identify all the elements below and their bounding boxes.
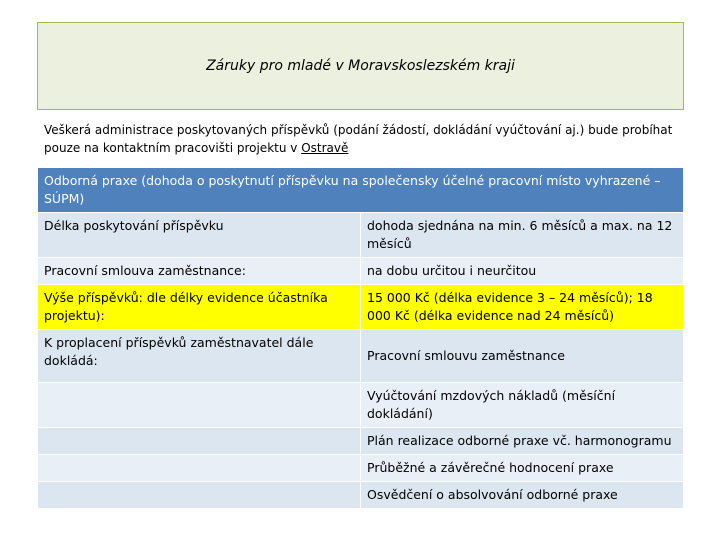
row-label: Délka poskytování příspěvku: [38, 213, 361, 258]
row-label: [38, 428, 361, 455]
table-row: [38, 455, 684, 482]
row-value: Plán realizace odborné praxe vč. harmonogramu: [361, 428, 684, 455]
admin-note-place: Ostravě: [301, 141, 349, 155]
row-value: 15 000 Kč (délka evidence 3 – 24 měsíců); 18 000 Kč (délka evidence nad 24 měsíců): [361, 285, 684, 330]
table-row: [38, 330, 684, 383]
table-row: [38, 383, 684, 428]
table-row: [38, 213, 684, 258]
admin-note-text: Veškerá administrace poskytovaných příspěvků (podání žádostí, dokládání vyúčtování aj.) bude probíhat pouze na kontaktním pracovišti projektu v: [44, 123, 673, 155]
row-value: Vyúčtování mzdových nákladů (měsíční dokládání): [361, 383, 684, 428]
row-label: [38, 383, 361, 428]
title-box: [37, 22, 684, 110]
admin-note: [44, 121, 694, 157]
row-value: dohoda sjednána na min. 6 měsíců a max. na 12 měsíců: [361, 213, 684, 258]
table-row: [38, 482, 684, 509]
row-label: Pracovní smlouva zaměstnance:: [38, 258, 361, 285]
row-label: Výše příspěvků: dle délky evidence účastníka projektu):: [38, 285, 361, 330]
row-value: Pracovní smlouvu zaměstnance: [361, 330, 684, 383]
table-row: [38, 258, 684, 285]
info-table: [37, 167, 684, 509]
row-label: [38, 482, 361, 509]
table-row: [38, 285, 684, 330]
page-title: Záruky pro mladé v Moravskoslezském kraji: [206, 58, 515, 74]
table-row: [38, 428, 684, 455]
row-value: Osvědčení o absolvování odborné praxe: [361, 482, 684, 509]
row-value: na dobu určitou i neurčitou: [361, 258, 684, 285]
table-header-row: [38, 168, 684, 213]
table-header: Odborná praxe (dohoda o poskytnutí příspěvku na společensky účelné pracovní místo vyhrazené – SÚPM): [38, 168, 684, 213]
row-label: [38, 455, 361, 482]
row-label: K proplacení příspěvků zaměstnavatel dále dokládá:: [38, 330, 361, 383]
row-value: Průběžné a závěrečné hodnocení praxe: [361, 455, 684, 482]
